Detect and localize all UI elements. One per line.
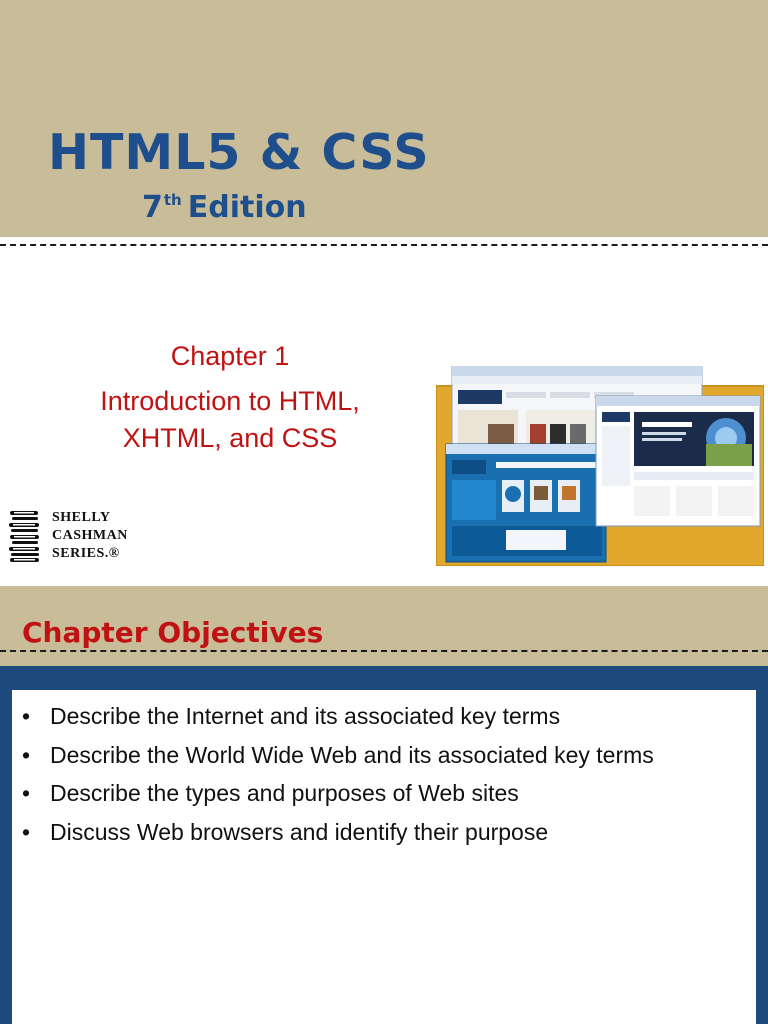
- stacked-books-icon: [8, 509, 42, 563]
- logo-wordmark: [52, 509, 128, 563]
- chapter-heading: [40, 336, 420, 457]
- objectives-slide: [0, 586, 768, 1024]
- edition-suffix: th: [163, 191, 182, 209]
- objectives-title: Chapter Objectives: [22, 616, 324, 649]
- logo-line-3: SERIES.®: [52, 546, 120, 561]
- edition-label: [142, 190, 307, 225]
- objectives-panel: [12, 690, 756, 1024]
- objective-text: Describe the Internet and its associated key terms: [50, 703, 561, 729]
- objective-text: Describe the types and purposes of Web sites: [50, 780, 519, 806]
- edition-word: Edition: [187, 190, 307, 225]
- dashed-divider: [0, 650, 768, 652]
- bullet-icon: •: [22, 818, 31, 845]
- logo-line-1: SHELLY: [52, 510, 111, 525]
- bullet-icon: •: [22, 741, 31, 768]
- shelly-cashman-logo: [8, 509, 128, 565]
- objectives-list: [22, 702, 654, 856]
- bullet-icon: •: [22, 780, 31, 806]
- objective-text: Discuss Web browsers and identify their purpose: [50, 818, 549, 845]
- edition-number: 7: [142, 190, 163, 225]
- book-title: HTML5 & CSS: [48, 124, 430, 181]
- chapter-title-line-1: Introduction to HTML,: [100, 386, 360, 416]
- objective-text: Describe the World Wide Web and its associated key terms: [50, 741, 654, 768]
- list-item: [22, 818, 654, 857]
- chapter-title-line-2: XHTML, and CSS: [122, 423, 338, 453]
- header-band: [0, 0, 768, 237]
- bullet-icon: •: [22, 703, 31, 729]
- list-item: [22, 741, 654, 780]
- chapter-title: [40, 383, 420, 457]
- dashed-divider: [0, 244, 768, 246]
- logo-line-2: CASHMAN: [52, 528, 128, 543]
- list-item: [22, 779, 654, 818]
- chapter-number: Chapter 1: [170, 341, 290, 371]
- list-item: [22, 702, 654, 741]
- browser-screenshots-collage: [436, 366, 764, 566]
